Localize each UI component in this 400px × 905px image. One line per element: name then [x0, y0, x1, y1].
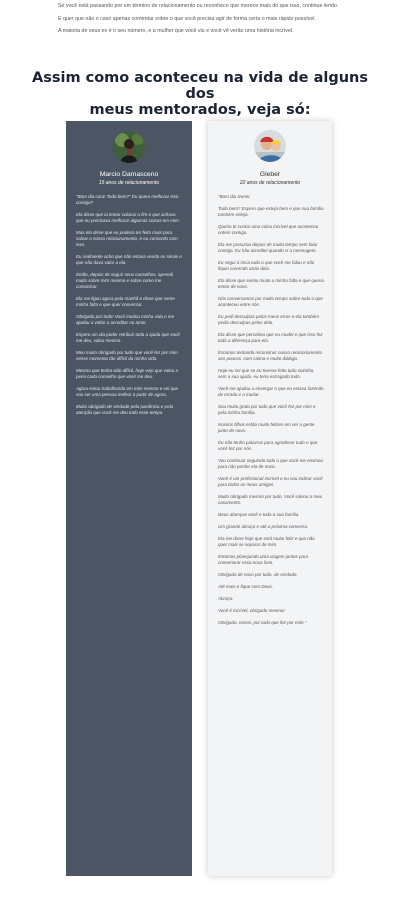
message-line: Você é incrível, obrigado mesmo!: [218, 608, 285, 613]
testimonial-messages: [76, 194, 184, 422]
headline-line: Assim como aconteceu na vida de alguns dos: [32, 70, 368, 102]
message-line: Eu pedi desculpas pelos meus erros e ela também pediu desculpas pelos dela.: [218, 314, 320, 325]
testimonial-subtitle: 22 anos de relacionamento: [239, 180, 301, 186]
testimonial-name: Marcio Damasceno: [99, 171, 159, 178]
message-line: Ela me disse hoje que está muito feliz e que não quer mais se separar de mim.: [218, 536, 315, 547]
message-line: Então, depois de seguir seus conselhos, aprendi muito sobre mim mesmo e sobre como me comunicar.: [76, 272, 174, 289]
avatar: [113, 131, 145, 163]
message-line: Mesmo que tenha sido difícil, hoje vejo que valeu a pena cada conselho que você me deu.: [76, 368, 179, 379]
headline-line: meus mentorados, veja só:: [89, 102, 311, 118]
message-line: Vou continuar seguindo tudo o que você me ensinou para não perder ela de novo.: [218, 458, 323, 469]
message-line: Obrigado por tudo! Você mudou minha vida e me ajudou a voltar a acreditar no amor.: [76, 314, 175, 325]
message-line: Muito obrigado mesmo por tudo. Você salvou o meu casamento.: [218, 494, 323, 505]
message-line: Deus abençoe você e toda a sua família.: [218, 512, 300, 517]
testimonial-messages: [218, 194, 324, 632]
message-line: Ela me procurou depois de muito tempo sem falar comigo. Eu não acreditei quando vi a mensagem.: [218, 242, 318, 253]
intro-paragraph: Se você está passando por um término de relacionamento ou reconhece que merece mais do que isso, continue lendo.: [58, 3, 339, 9]
message-line: Eu não tenho palavras para agradecer tudo o que você fez por nós.: [218, 440, 318, 451]
message-line: Hoje eu sei que se eu tivesse feito tudo sozinho, sem a sua ajuda, eu teria estragado tudo.: [218, 368, 315, 379]
intro-paragraph: E quer que não o caso apenas comentar sobre o que você precisa agir de forma certa o mais rápido possível.: [58, 15, 316, 22]
section-headline: [30, 70, 370, 118]
avatar: [254, 130, 286, 162]
message-line: Agora estou trabalhando em mim mesmo e sei que vou ser uma pessoa melhor a partir de agora.: [76, 386, 179, 397]
message-line: Você me ajudou a enxergar o que eu estava fazendo de errado e a mudar.: [218, 386, 324, 397]
message-line: Meu muito obrigado por tudo que você fez por mim nesse momento tão difícil da minha vida.: [76, 350, 178, 361]
testimonial-card: [208, 121, 332, 876]
message-line: Mas ela disse que eu poderia ter feito mais para salvar o nosso relacionamento, e eu concordo com isso.: [76, 230, 178, 247]
message-line: Tudo bem? Espero que esteja bem e que sua família também esteja.: [218, 206, 324, 217]
testimonial-name: Gleber: [259, 171, 281, 178]
message-line: Um grande abraço e até a próxima conversa.: [218, 524, 309, 529]
message-line: Nós conversamos por muito tempo sobre tudo o que aconteceu entre nós.: [218, 296, 323, 307]
message-line: Ela disse que percebeu que eu mudei e que isso fez toda a diferença para ela.: [218, 332, 323, 343]
testimonial-card: [66, 121, 192, 876]
message-line: Ela disse que sentia muito a minha falta e que queria tentar de novo.: [218, 278, 324, 289]
message-line: Obrigado, Ivonei, por tudo que fez por mim.": [218, 620, 307, 625]
message-line: "Bom dia Ivonei.: [218, 194, 251, 199]
message-line: Estamos tentando reconstruir nosso relacionamento aos poucos, com calma e muito diálogo.: [218, 350, 323, 361]
message-line: Até mais e fique com Deus.: [218, 584, 274, 589]
intro-paragraph: A maioria de seus ex é o seu número, e a mulher que você viu e você vê verão uma história incrível.: [58, 28, 294, 34]
message-line: Eu realmente acho que não estava vendo os sinais e que não dava valor a ela.: [76, 254, 182, 265]
message-line: Obrigado de novo por tudo, de verdade.: [218, 572, 298, 577]
testimonial-subtitle: 15 anos de relacionamento: [98, 180, 160, 186]
message-line: "Bom dia cara! Tudo bem?" Eu quero melhorar isso comigo?: [76, 194, 179, 205]
intro-text: [58, 3, 358, 41]
message-line: Sou muito grato por tudo que você fez por mim e pela minha família.: [218, 404, 316, 415]
message-line: Queria te contar uma coisa incrível que aconteceu ontem comigo.: [218, 224, 319, 235]
message-line: Espero um dia poder retribuir toda a ajuda que você me deu, valeu mesmo.: [76, 332, 180, 343]
message-line: Estamos planejando uma viagem juntos para comemorar essa nova fase.: [218, 554, 309, 565]
message-line: Você é um profissional incrível e eu vou indicar você para todos os meus amigos.: [218, 476, 323, 487]
message-line: Nossos filhos estão muito felizes em ver a gente junto de novo.: [218, 422, 315, 433]
message-line: Muito obrigado de verdade pela paciência e pela atenção que você me deu todo esse tempo.: [76, 404, 174, 415]
message-line: Abraço.: [218, 596, 234, 601]
message-line: Ela disse que ia tentar colocar o fim e que achava que eu precisava melhorar algumas coisas em mim.: [76, 212, 181, 223]
message-line: Ela me ligou agora pela manhã e disse que sente minha falta e que quer conversar.: [76, 296, 175, 307]
message-line: Eu segui à risca tudo o que você me falou e não fiquei correndo atrás dela.: [218, 260, 315, 271]
